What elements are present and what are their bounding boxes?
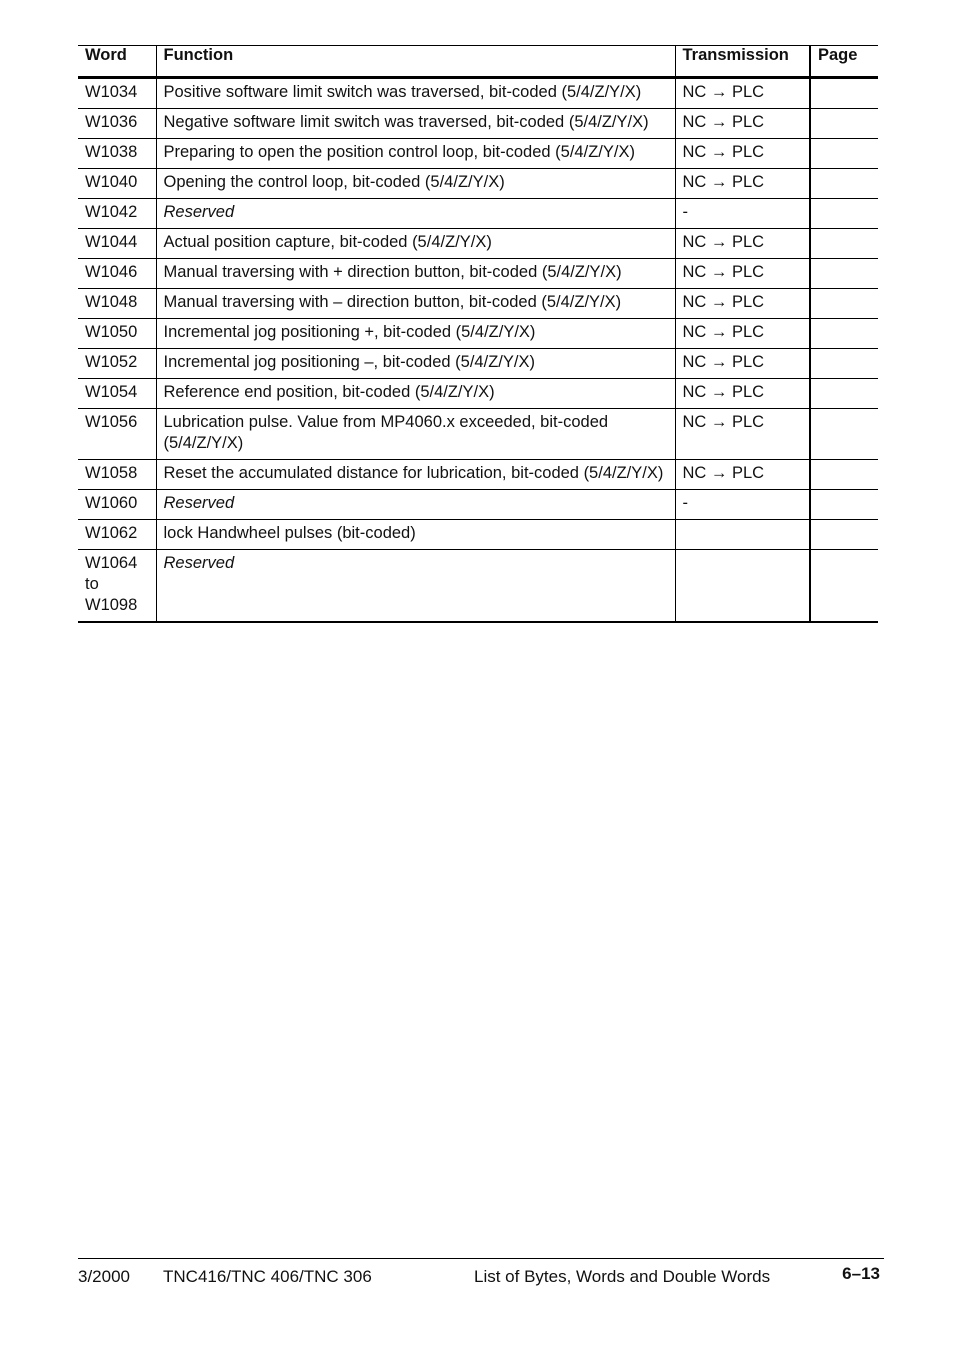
transmission-cell: NC → PLC xyxy=(675,78,810,109)
table-row xyxy=(78,520,878,550)
word-cell: W1056 xyxy=(78,409,156,460)
table-body xyxy=(78,78,878,623)
page-cell xyxy=(810,229,878,259)
word-cell: W1064 to W1098 xyxy=(78,550,156,623)
page-cell xyxy=(810,169,878,199)
page-cell xyxy=(810,550,878,623)
page-cell xyxy=(810,109,878,139)
page-cell xyxy=(810,460,878,490)
function-cell: Manual traversing with + direction button, bit-coded (5/4/Z/Y/X) xyxy=(156,259,675,289)
word-cell: W1062 xyxy=(78,520,156,550)
footer-product: TNC416/TNC 406/TNC 306 xyxy=(163,1267,372,1286)
word-cell: W1042 xyxy=(78,199,156,229)
page-cell xyxy=(810,139,878,169)
transmission-cell: NC → PLC xyxy=(675,460,810,490)
function-cell: Manual traversing with – direction button, bit-coded (5/4/Z/Y/X) xyxy=(156,289,675,319)
table-row xyxy=(78,550,878,623)
page-cell xyxy=(810,319,878,349)
page-cell xyxy=(810,490,878,520)
table-row xyxy=(78,409,878,460)
function-cell: Preparing to open the position control loop, bit-coded (5/4/Z/Y/X) xyxy=(156,139,675,169)
transmission-cell: NC → PLC xyxy=(675,319,810,349)
table-row xyxy=(78,259,878,289)
footer-date: 3/2000 xyxy=(78,1267,130,1286)
table-row xyxy=(78,139,878,169)
table-row xyxy=(78,319,878,349)
word-cell: W1058 xyxy=(78,460,156,490)
word-cell: W1040 xyxy=(78,169,156,199)
page-cell xyxy=(810,379,878,409)
transmission-cell: NC → PLC xyxy=(675,229,810,259)
header-page: Page xyxy=(810,46,878,78)
function-cell: Negative software limit switch was traversed, bit-coded (5/4/Z/Y/X) xyxy=(156,109,675,139)
transmission-cell: NC → PLC xyxy=(675,259,810,289)
header-transmission: Transmission xyxy=(675,46,810,78)
function-cell: Reserved xyxy=(156,199,675,229)
word-cell: W1046 xyxy=(78,259,156,289)
function-cell: lock Handwheel pulses (bit-coded) xyxy=(156,520,675,550)
function-cell: Reference end position, bit-coded (5/4/Z/Y/X) xyxy=(156,379,675,409)
transmission-cell xyxy=(675,520,810,550)
table-row xyxy=(78,490,878,520)
word-cell: W1052 xyxy=(78,349,156,379)
transmission-cell: NC → PLC xyxy=(675,139,810,169)
transmission-cell: NC → PLC xyxy=(675,289,810,319)
function-cell: Reset the accumulated distance for lubrication, bit-coded (5/4/Z/Y/X) xyxy=(156,460,675,490)
word-cell: W1036 xyxy=(78,109,156,139)
page-cell xyxy=(810,520,878,550)
table-row xyxy=(78,379,878,409)
function-cell: Incremental jog positioning –, bit-coded (5/4/Z/Y/X) xyxy=(156,349,675,379)
transmission-cell: NC → PLC xyxy=(675,169,810,199)
function-cell: Reserved xyxy=(156,490,675,520)
page-cell xyxy=(810,199,878,229)
table-row xyxy=(78,169,878,199)
page-cell xyxy=(810,78,878,109)
page-cell xyxy=(810,349,878,379)
word-cell: W1060 xyxy=(78,490,156,520)
word-cell: W1048 xyxy=(78,289,156,319)
table-header-row xyxy=(78,46,878,78)
table-row xyxy=(78,78,878,109)
table-row xyxy=(78,109,878,139)
transmission-cell: NC → PLC xyxy=(675,109,810,139)
page-footer xyxy=(78,1258,884,1286)
page-cell xyxy=(810,259,878,289)
footer-page-number: 6–13 xyxy=(842,1264,880,1283)
header-word: Word xyxy=(78,46,156,78)
function-cell: Reserved xyxy=(156,550,675,623)
header-function: Function xyxy=(156,46,675,78)
table-row xyxy=(78,289,878,319)
transmission-cell: - xyxy=(675,490,810,520)
word-cell: W1044 xyxy=(78,229,156,259)
transmission-cell: NC → PLC xyxy=(675,409,810,460)
transmission-cell: - xyxy=(675,199,810,229)
function-cell: Actual position capture, bit-coded (5/4/Z/Y/X) xyxy=(156,229,675,259)
table-row xyxy=(78,229,878,259)
table-row xyxy=(78,199,878,229)
table-row xyxy=(78,460,878,490)
word-cell: W1034 xyxy=(78,78,156,109)
word-cell: W1050 xyxy=(78,319,156,349)
word-cell: W1054 xyxy=(78,379,156,409)
transmission-cell: NC → PLC xyxy=(675,349,810,379)
word-table xyxy=(78,45,878,623)
function-cell: Opening the control loop, bit-coded (5/4/Z/Y/X) xyxy=(156,169,675,199)
footer-section: List of Bytes, Words and Double Words xyxy=(474,1267,771,1286)
transmission-cell: NC → PLC xyxy=(675,379,810,409)
table-row xyxy=(78,349,878,379)
transmission-cell xyxy=(675,550,810,623)
word-cell: W1038 xyxy=(78,139,156,169)
function-cell: Incremental jog positioning +, bit-coded (5/4/Z/Y/X) xyxy=(156,319,675,349)
function-cell: Lubrication pulse. Value from MP4060.x exceeded, bit-coded (5/4/Z/Y/X) xyxy=(156,409,675,460)
page-cell xyxy=(810,409,878,460)
function-cell: Positive software limit switch was traversed, bit-coded (5/4/Z/Y/X) xyxy=(156,78,675,109)
page-cell xyxy=(810,289,878,319)
